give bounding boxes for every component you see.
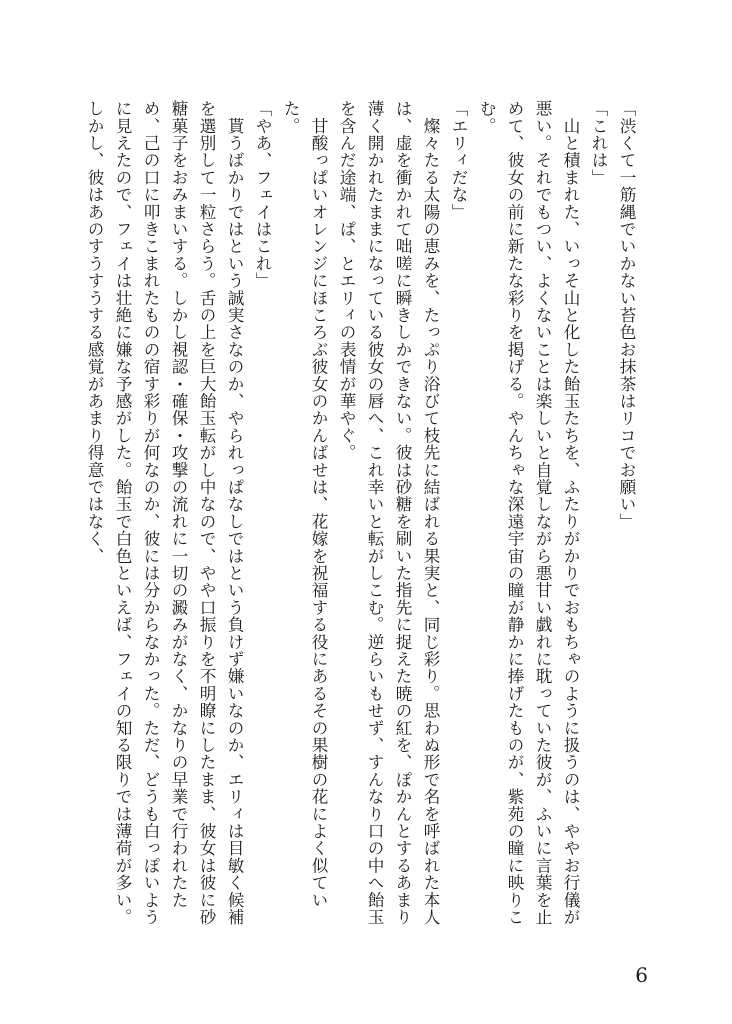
page-number: 6	[635, 963, 648, 987]
paragraph-dialogue-2: 「これは」	[589, 100, 608, 186]
paragraph-narration-1: 山と積まれた、いっそ山と化した飴玉たちを、ふたりがかりでおもちゃのように扱うのは、ややお行儀が悪い。それでもつい、よくないことは楽しいと自覚しながら悪甘い戯れに耽っていた彼が、ふいに言葉を止めて、彼女の前に新たな彩りを掲げる。やんちゃな深遠宇宙の瞳が静かに捧げたものが、紫苑の瞳に映りこむ。	[477, 100, 580, 926]
paragraph-narration-3: 甘酸っぱいオレンジにほころぶ彼女のかんばせは、花嫁を祝福する役にあるその果樹の花によく似ていた。	[281, 100, 328, 909]
paragraph-dialogue-1: 「渋くて一筋縄でいかない苔色お抹茶はリコでお願い」	[617, 100, 636, 530]
vertical-text-body	[80, 100, 640, 940]
paragraph-narration-4: 貰うばかりではという誠実さなのか、やられっぱなしではという負けず嫌いなのか、エリィは目敏く候補を選別して一粒さらう。舌の上を巨大飴玉転がし中なので、やや口振りを不明瞭にしたまま、彼女は彼に砂糖菓子をおみまいする。しかし視認・確保・攻撃の流れに一切の澱みがなく、かなりの早業で行われたため、己の口に叩きこまれたものの宿す彩りが何なのか、彼には分からなかった。ただ、どうも白っぽいように見えたので、フェイは壮絶に嫌な予感がした。飴玉で白色といえば、フェイの知る限りでは薄荷が多い。しかし、彼はあのすうすうする感覚があまり得意ではなく、	[85, 100, 244, 926]
paragraph-dialogue-3: 「エリィだな」	[449, 100, 468, 221]
paragraph-dialogue-4: 「やあ、フェイはこれ」	[253, 100, 272, 290]
paragraph-narration-2: 燦々たる太陽の恵みを、たっぷり浴びて枝先に結ばれる果実と、同じ彩り。思わぬ形で名を呼ばれた本人は、虚を衝かれて咄嗟に瞬きしかできない。彼は砂糖を刷いた指先に捉えた暁の紅を、ぽかんとするあまり薄く開かれたままになっている彼女の唇へ、これ幸いと転がしこむ。逆らいもせず、すんなり口の中へ飴玉を含んだ途端、ぱ、とエリィの表情が華やぐ。	[337, 100, 440, 926]
